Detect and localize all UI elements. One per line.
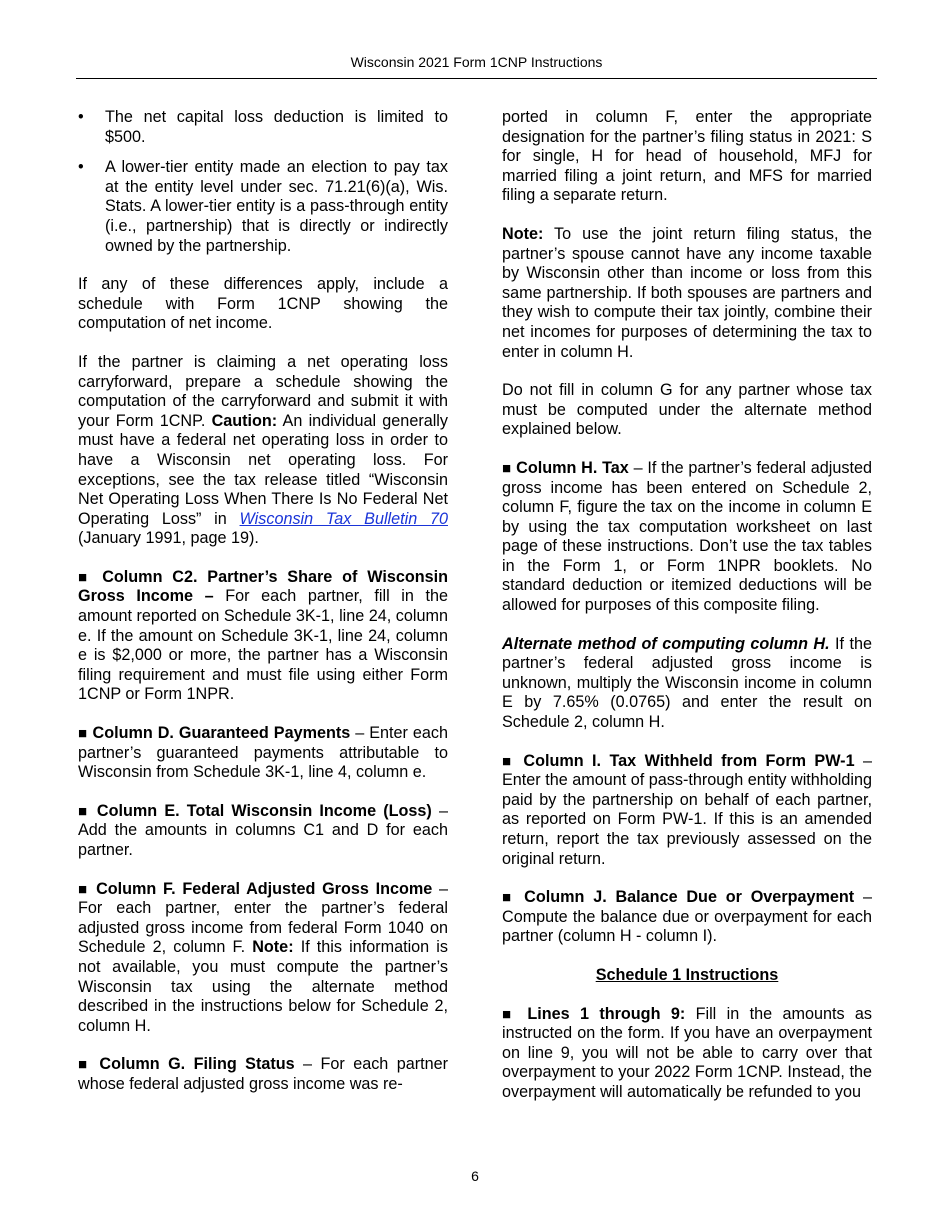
bullet-icon: • — [78, 158, 84, 177]
bullet-icon: • — [78, 108, 84, 126]
square-bullet-icon: ■ — [78, 725, 88, 743]
column-g-section: ■ Column G. Filing Status – For each partner whose federal adjusted gross income was re- — [78, 1055, 449, 1093]
lines-1-9-section: ■ Lines 1 through 9: Fill in the amounts as instructed on the form. If you have an overpayment on line 9, you will not be able to carry over that overpayment to your 2022 Form 1CNP. Instead, the overpayment will automatically be refunded to you — [502, 1004, 873, 1101]
square-bullet-icon: ■ — [502, 459, 512, 477]
alternate-method-note: Do not fill in column G for any partner whose tax must be computed under the alternate method explained below. — [502, 381, 872, 439]
square-bullet-icon: ■ — [502, 752, 515, 770]
square-bullet-icon: ■ — [78, 802, 90, 820]
column-j-section: ■ Column J. Balance Due or Overpayment – Compute the balance due or overpayment for each partner (column H - column I). — [502, 888, 872, 946]
square-bullet-icon: ■ — [78, 880, 90, 898]
schedule-1-heading: Schedule 1 Instructions — [595, 965, 779, 984]
differences-paragraph: If any of these differences apply, include a schedule with Form 1CNP showing the computation of net income. — [78, 275, 448, 333]
list-item: • The net capital loss deduction is limited to $500. — [78, 108, 448, 146]
differences-list — [78, 108, 448, 256]
square-bullet-icon: ■ — [78, 1056, 91, 1074]
column-i-section: ■ Column I. Tax Withheld from Form PW-1 – Enter the amount of pass-through entity withholding paid by the partnership on behalf of each partner, as reported on Form PW-1. If this is an amended return, report the tax previously assessed on the original return. — [502, 751, 872, 868]
square-bullet-icon: ■ — [78, 568, 93, 586]
column-g-continued: ported in column F, enter the appropriate designation for the partner’s filing status in 2021: S for single, H for head of household, MFJ for married filing a joint return, and MFS for married filing a separate return. — [502, 108, 872, 205]
right-column — [502, 108, 872, 1122]
header-divider — [76, 78, 877, 79]
tax-bulletin-link[interactable]: Wisconsin Tax Bulletin 70 — [239, 509, 448, 528]
page-header: Wisconsin 2021 Form 1CNP Instructions — [350, 54, 603, 70]
joint-filing-note: Note: To use the joint return filing status, the partner’s spouse cannot have any income taxable by Wisconsin other than income or loss from this same partnership. If both spouses are partners and they wish to compute their tax jointly, combine their net incomes for purposes of determining the tax to enter in column H. — [502, 224, 872, 361]
alternate-method-section: Alternate method of computing column H. If the partner’s federal adjusted gross income is unknown, multiply the Wisconsin income in column E by 7.65% (0.0765) and enter the result on Schedule 2, column H. — [502, 634, 872, 732]
column-f-section: ■ Column F. Federal Adjusted Gross Income – For each partner, enter the partner’s federal adjusted gross income from federal Form 1040 on Schedule 2, column F. Note: If this information is not available, you must compute the partner’s Wisconsin tax using the alternate method described in the instructions below for Schedule 2, column H. — [78, 879, 449, 1035]
square-bullet-icon: ■ — [502, 889, 516, 907]
list-item: • A lower-tier entity made an election to pay tax at the entity level under sec. 71.21(6)(a), Wis. Stats. A lower-tier entity is a pass-through entity (i.e., partnership) that is directly or indirectly owned by the partnership. — [78, 158, 448, 255]
column-e-section: ■ Column E. Total Wisconsin Income (Loss) – Add the amounts in columns C1 and D for each partner. — [78, 801, 448, 859]
left-column — [78, 108, 448, 1114]
column-h-section: ■ Column H. Tax – If the partner’s federal adjusted gross income has been entered on Schedule 2, column F, figure the tax on the income in column E by using the tax computation worksheet on last page of these instructions. Don’t use the tax tables in the Form 1, or Form 1NPR booklets. No standard deduction or itemized deductions will be allowed for purposes of this composite filing. — [502, 458, 872, 615]
square-bullet-icon: ■ — [502, 1005, 517, 1023]
nol-paragraph: If the partner is claiming a net operating loss carryforward, prepare a schedule showing the computation of the carryforward and submit it with your Form 1CNP. Caution: An individual generally must have a federal net operating loss in order to have a Wisconsin net operating loss. For exceptions, see the tax release titled “Wisconsin Net Operating Loss When There Is No Federal Net Operating Loss” in Wisconsin Tax Bulletin 70 (January 1991, page 19). — [78, 352, 448, 548]
page-number: 6 — [471, 1168, 479, 1184]
column-d-section: ■ Column D. Guaranteed Payments – Enter each partner’s guaranteed payments attributable to Wisconsin from Schedule 3K-1, line 4, column e. — [78, 724, 448, 782]
column-c2-section: ■ Column C2. Partner’s Share of Wisconsin Gross Income – For each partner, fill in the amount reported on Schedule 3K-1, line 24, column e. If the amount on Schedule 3K-1, line 24, column e is $2,000 or more, the partner has a Wisconsin filing requirement and must file using either Form 1CNP or Form 1NPR. — [78, 567, 448, 704]
